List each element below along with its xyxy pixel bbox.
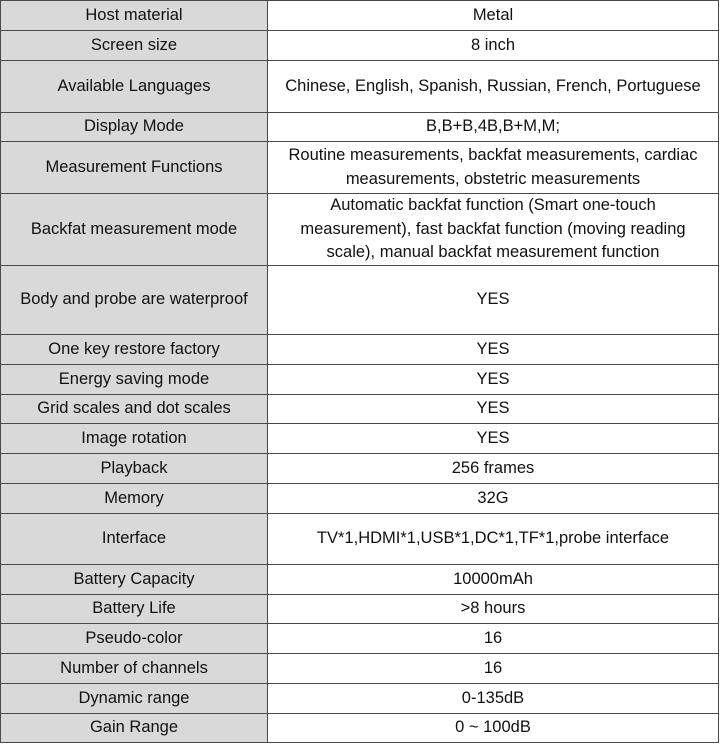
- row-label: Grid scales and dot scales: [1, 395, 268, 424]
- row-label: Energy saving mode: [1, 365, 268, 395]
- table-row: [1, 684, 719, 714]
- table-row: [1, 595, 719, 624]
- row-label: One key restore factory: [1, 335, 268, 365]
- row-value: 0 ~ 100dB: [268, 714, 719, 743]
- row-value: 10000mAh: [268, 565, 719, 595]
- row-value: 0-135dB: [268, 684, 719, 714]
- row-value: YES: [268, 395, 719, 424]
- row-value: 8 inch: [268, 31, 719, 61]
- row-label: Interface: [1, 514, 268, 565]
- table-row: [1, 514, 719, 565]
- table-row: [1, 365, 719, 395]
- row-label: Memory: [1, 484, 268, 514]
- row-value: 256 frames: [268, 454, 719, 484]
- row-label: Available Languages: [1, 61, 268, 113]
- row-label: Image rotation: [1, 424, 268, 454]
- table-row: [1, 142, 719, 194]
- table-row: [1, 714, 719, 743]
- row-label: Number of channels: [1, 654, 268, 684]
- row-label: Battery Capacity: [1, 565, 268, 595]
- row-value: 16: [268, 624, 719, 654]
- table-row: [1, 424, 719, 454]
- row-label: Pseudo-color: [1, 624, 268, 654]
- table-row: [1, 454, 719, 484]
- row-label: Display Mode: [1, 113, 268, 142]
- table-row: [1, 395, 719, 424]
- row-value: Automatic backfat function (Smart one-touch measurement), fast backfat function (moving reading scale), manual backfat measurement function: [268, 194, 719, 266]
- table-row: [1, 61, 719, 113]
- table-row: [1, 335, 719, 365]
- row-value: YES: [268, 365, 719, 395]
- row-label: Battery Life: [1, 595, 268, 624]
- table-row: [1, 266, 719, 335]
- row-label: Playback: [1, 454, 268, 484]
- table-row: [1, 565, 719, 595]
- row-label: Gain Range: [1, 714, 268, 743]
- table-row: [1, 484, 719, 514]
- row-label: Dynamic range: [1, 684, 268, 714]
- row-value: Metal: [268, 1, 719, 31]
- row-label: Host material: [1, 1, 268, 31]
- table-row: [1, 113, 719, 142]
- row-value: 16: [268, 654, 719, 684]
- table-row: [1, 1, 719, 31]
- row-label: Screen size: [1, 31, 268, 61]
- row-value: YES: [268, 266, 719, 335]
- row-label: Body and probe are waterproof: [1, 266, 268, 335]
- row-value: >8 hours: [268, 595, 719, 624]
- row-value: YES: [268, 335, 719, 365]
- row-value: 32G: [268, 484, 719, 514]
- row-value: TV*1,HDMI*1,USB*1,DC*1,TF*1,probe interface: [268, 514, 719, 565]
- table-row: [1, 624, 719, 654]
- table-row: [1, 194, 719, 266]
- table-row: [1, 31, 719, 61]
- row-label: Backfat measurement mode: [1, 194, 268, 266]
- row-label: Measurement Functions: [1, 142, 268, 194]
- row-value: B,B+B,4B,B+M,M;: [268, 113, 719, 142]
- table-row: [1, 654, 719, 684]
- row-value: Routine measurements, backfat measurements, cardiac measurements, obstetric measurements: [268, 142, 719, 194]
- row-value: Chinese, English, Spanish, Russian, French, Portuguese: [268, 61, 719, 113]
- row-value: YES: [268, 424, 719, 454]
